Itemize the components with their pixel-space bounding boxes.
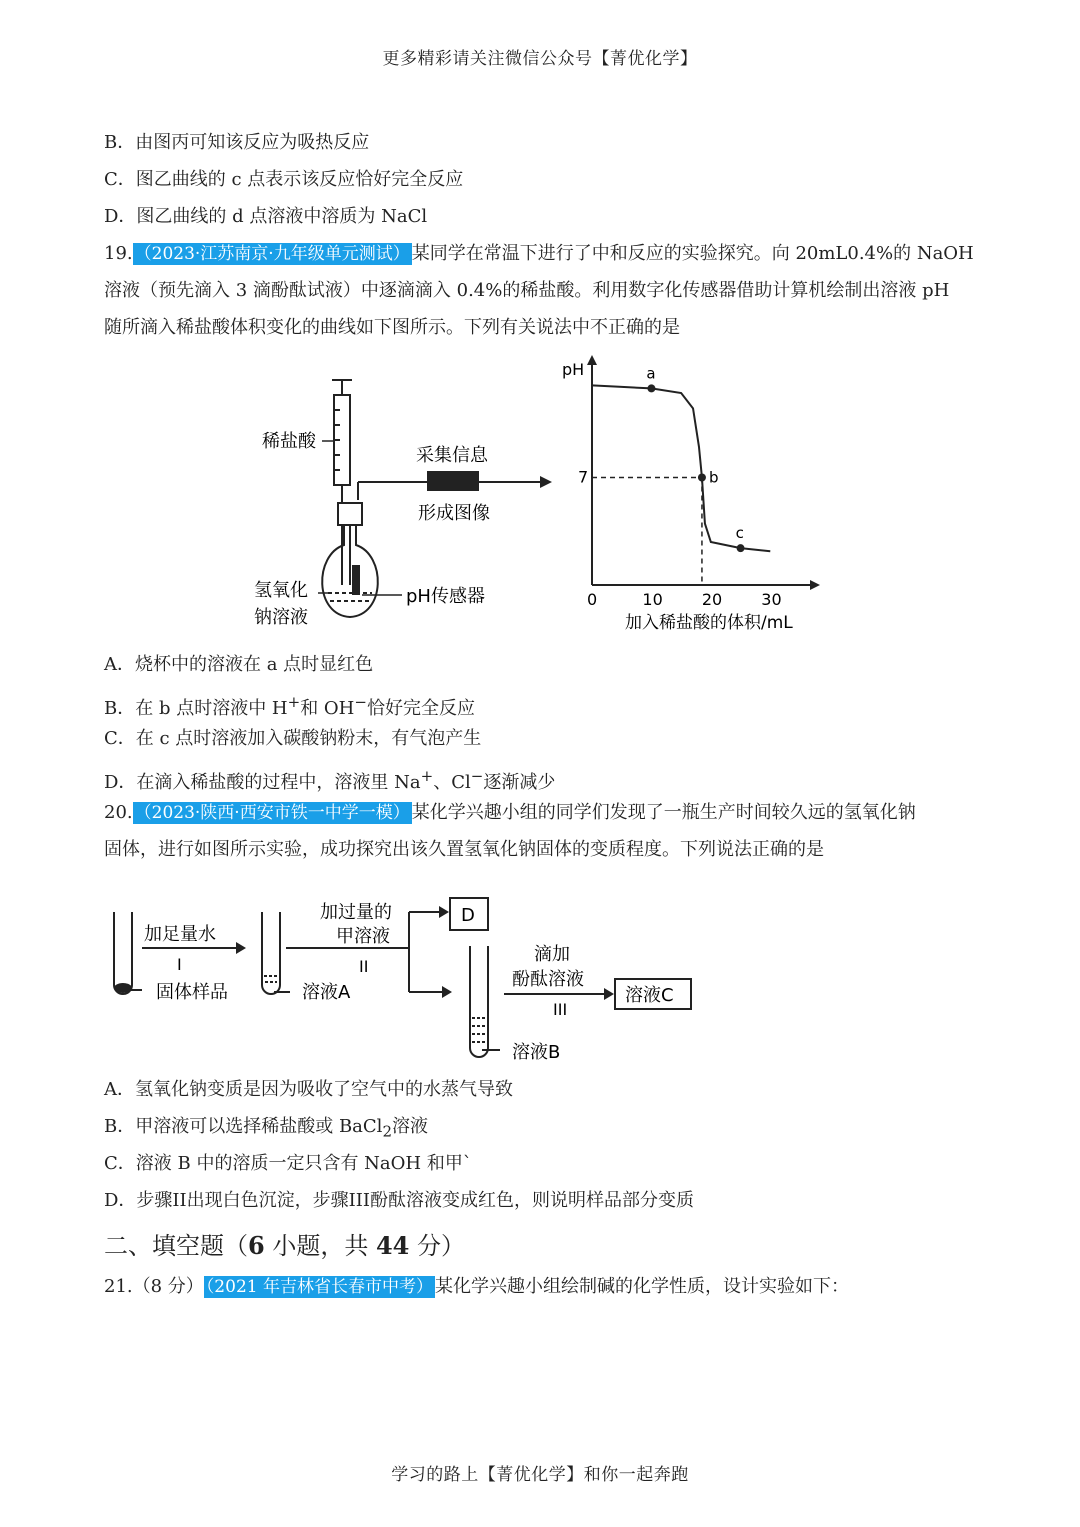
q21-source-tag: （2021 年吉林省长春市中考） [205,1277,433,1297]
y-tick-label: 7 [578,467,589,487]
step3-label-2: 酚酞溶液 [512,969,584,990]
point-label-c: c [735,524,744,543]
step1-label: 加足量水 [144,924,216,945]
q20-option-c: C．溶液 B 中的溶质一定只含有 NaOH 和甲` [104,1153,472,1174]
q19-option-c: C．在 c 点时溶液加入碳酸钠粉末，有气泡产生 [104,728,482,749]
q19-stem-text: 某同学在常温下进行了中和反应的实验探究。向 20mL0.4%的 NaOH [411,243,974,264]
ph-sensor-icon [352,565,360,595]
x-tick-label: 30 [761,590,782,609]
collect-label: 采集信息 [416,445,488,466]
form-label: 形成图像 [418,503,490,524]
step1-num: I [177,955,182,974]
x-tick-label: 0 [587,590,598,609]
computer-icon [427,471,479,491]
q19-option-d: D．在滴入稀盐酸的过程中，溶液里 Na+、Cl−逐渐减少 [104,767,556,793]
y-axis-label: pH [562,360,585,379]
sensor-label: pH传感器 [406,586,485,607]
base-label-1: 氢氧化 [254,580,308,601]
q19-stem-line1 [104,241,974,267]
step2-label-1: 加过量的 [320,902,392,923]
acid-label: 稀盐酸 [262,431,316,452]
step2-label-2: 甲溶液 [336,926,390,947]
q19-number: 19. [104,243,133,264]
box-d-label: D [461,905,475,926]
x-axis-arrow [810,580,820,590]
page-footer: 学习的路上【菁优化学】和你一起奔跑 [391,1465,689,1485]
q20-stem-text: 某化学兴趣小组的同学们发现了一瓶生产时间较久远的氢氧化钠 [411,802,916,823]
solA-label: 溶液A [302,982,351,1003]
solid-sample-icon [114,983,132,993]
q20-stem-line1 [104,800,916,826]
step3-num: III [553,1000,568,1019]
solB-label: 溶液B [512,1042,561,1063]
q19-option-b: B．在 b 点时溶液中 H+和 OH−恰好完全反应 [104,693,475,719]
step2-num: II [359,957,369,976]
q20-stem-line2: 固体，进行如图所示实验，成功探究出该久置氢氧化钠固体的变质程度。下列说法正确的是 [104,839,824,860]
point-b [698,474,706,482]
prev-option-b: B．由图丙可知该反应为吸热反应 [104,132,370,153]
q19-source-tag: （2023·江苏南京·九年级单元测试） [134,244,410,264]
q20-option-a: A．氢氧化钠变质是因为吸收了空气中的水蒸气导致 [104,1079,513,1100]
q20-source-tag: （2023·陕西·西安市铁一中学一模） [134,803,410,823]
q19-figure [250,355,820,640]
q20-option-b: B．甲溶液可以选择稀盐酸或 BaCl$_2$溶液 [104,1116,428,1141]
box-c-label: 溶液C [625,985,674,1006]
syringe-icon [332,380,352,505]
point-c [737,544,745,552]
step3-label-1: 滴加 [534,944,570,965]
q21-stem [104,1274,849,1300]
page-header: 更多精彩请关注微信公众号【菁优化学】 [382,49,698,69]
x-axis-label: 加入稀盐酸的体积/mL [625,613,793,633]
point-label-b: b [708,468,719,487]
q19-stem-line2: 溶液（预先滴入 3 滴酚酞试液）中逐滴滴入 0.4%的稀盐酸。利用数字化传感器借助计算机绘制出溶液 pH [104,280,950,301]
prev-option-c: C．图乙曲线的 c 点表示该反应恰好完全反应 [104,169,464,190]
ph-chart [562,355,820,633]
prev-option-d: D．图乙曲线的 d 点溶液中溶质为 NaCl [104,206,428,227]
test-tube-3-icon [470,946,488,1057]
q20-option-d: D．步骤II出现白色沉淀，步骤III酚酞溶液变成红色，则说明样品部分变质 [104,1190,694,1211]
x-tick-label: 20 [701,590,723,609]
x-tick-label: 10 [642,590,663,609]
q20-diagram [104,890,724,1070]
test-tube-1-icon [114,912,132,994]
q19-stem-line3: 随所滴入稀盐酸体积变化的曲线如下图所示。下列有关说法中不正确的是 [104,317,680,338]
q21-number: 21.（8 分） [104,1276,204,1297]
point-a [647,384,655,392]
q19-option-a: A．烧杯中的溶液在 a 点时显红色 [104,654,374,675]
base-label-2: 钠溶液 [254,607,308,628]
point-label-a: a [646,364,656,383]
q21-stem-text: 某化学兴趣小组绘制碱的化学性质，设计实验如下： [434,1276,849,1297]
q20-number: 20. [104,802,133,823]
solid-label: 固体样品 [156,982,228,1003]
section-title: 二、填空题（6 小题，共 44 分） [104,1231,466,1260]
y-axis-arrow [587,355,597,365]
